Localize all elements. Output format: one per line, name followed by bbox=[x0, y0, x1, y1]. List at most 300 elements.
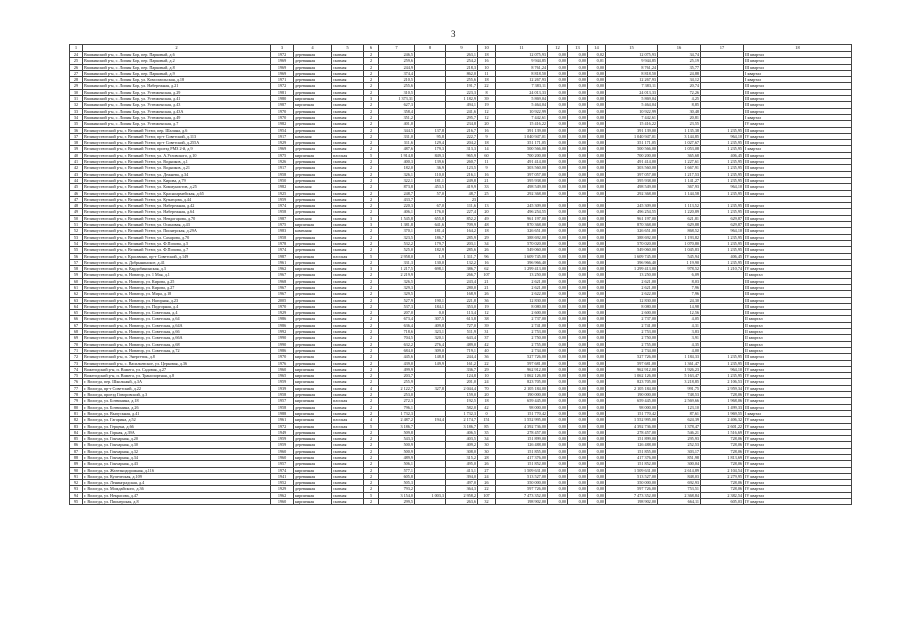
table-cell: III квартал bbox=[744, 83, 852, 89]
table-cell: 397 057,00 bbox=[606, 171, 658, 177]
table-cell: 107 bbox=[478, 492, 496, 498]
table-cell: 1 040 947,01 bbox=[496, 133, 548, 139]
table-cell: 12 bbox=[478, 114, 496, 120]
table-cell: 1959 bbox=[271, 436, 294, 442]
table-cell: 0,00 bbox=[568, 259, 588, 265]
table-cell: III квартал bbox=[744, 140, 852, 146]
table-cell: Вашкинский р-н, с. Липин Бор, пер. Парковый, д.6 bbox=[83, 52, 271, 58]
table-cell: 0,00 bbox=[568, 127, 588, 133]
table-cell: I квартал bbox=[744, 114, 852, 120]
table-cell: 0,00 bbox=[548, 360, 568, 366]
table-cell: 728,06 bbox=[701, 486, 744, 492]
table-cell: 823 705,00 bbox=[606, 379, 658, 385]
table-cell: 21 bbox=[478, 278, 496, 284]
table-cell: скатная bbox=[332, 114, 364, 120]
table-cell: 4 bbox=[364, 385, 379, 391]
table-cell: Вашкинский р-н, с. Липин Бор, пер. Парковый, д.2 bbox=[83, 58, 271, 64]
table-cell: III квартал bbox=[744, 297, 852, 303]
table-cell: 1 235,95 bbox=[701, 203, 744, 209]
table-cell: 0,00 bbox=[568, 480, 588, 486]
table-cell: 2 bbox=[364, 455, 379, 461]
column-number-row bbox=[70, 45, 852, 52]
table-cell: 0,00 bbox=[588, 77, 606, 83]
table-cell: деревянная bbox=[294, 480, 332, 486]
table-cell: 245 309,00 bbox=[606, 203, 658, 209]
table-cell: 0,00 bbox=[548, 83, 568, 89]
table-cell: скатная bbox=[332, 429, 364, 435]
table-cell: 673,4 bbox=[379, 316, 415, 322]
table-cell: 728,06 bbox=[701, 442, 744, 448]
table-cell: 10 922,99 bbox=[496, 108, 548, 114]
table-cell: 11 bbox=[478, 70, 496, 76]
table-cell: 0,00 bbox=[548, 102, 568, 108]
table-cell: 2 382,54 bbox=[701, 492, 744, 498]
table-cell: 0,00 bbox=[568, 347, 588, 353]
table-cell: 2 958,0 bbox=[379, 253, 415, 259]
table-cell: 31 bbox=[478, 329, 496, 335]
table-cell: 2 044,4 bbox=[446, 385, 478, 391]
table-cell: 0,00 bbox=[568, 448, 588, 454]
table-cell: 2 bbox=[364, 58, 379, 64]
table-cell: 126 488,00 bbox=[606, 442, 658, 448]
table-cell: III квартал bbox=[744, 278, 852, 284]
table-cell: 0,00 bbox=[588, 392, 606, 398]
table-cell: 1960 bbox=[271, 366, 294, 372]
table-cell: Великоустюгский р-н, п. Новатор, ул. Советская, д.64 bbox=[83, 316, 271, 322]
table-cell: Великоустюгский р-н, п. Новатор, ул. Советская, д.64А bbox=[83, 322, 271, 328]
table-cell: 0,00 bbox=[588, 121, 606, 127]
table-cell: 0,00 bbox=[548, 234, 568, 240]
table-cell: 9 bbox=[478, 133, 496, 139]
table-cell: Великоустюгский р-н, г. Великий Устюг, ул. Коммунистов, д.25 bbox=[83, 184, 271, 190]
table-cell: 0,00 bbox=[548, 253, 568, 259]
table-cell: 149,9 bbox=[415, 360, 446, 366]
table-cell: кирпичная bbox=[294, 455, 332, 461]
table-cell: скатная bbox=[332, 486, 364, 492]
table-cell: IV квартал bbox=[744, 486, 852, 492]
table-cell: 684,0 bbox=[379, 347, 415, 353]
table-cell: 0,00 bbox=[548, 329, 568, 335]
table-cell: деревянная bbox=[294, 127, 332, 133]
table-cell: 0,00 bbox=[568, 335, 588, 341]
table-cell: плоская bbox=[332, 152, 364, 158]
table-cell: скатная bbox=[332, 284, 364, 290]
table-cell: 1 217,5 bbox=[379, 266, 415, 272]
table-cell: 0,00 bbox=[588, 291, 606, 297]
table-cell: 151 855,00 bbox=[496, 448, 548, 454]
table-cell: 0,00 bbox=[588, 480, 606, 486]
table-cell: Великоустюгский р-н, г. Великий Устюг, ул. Дежнева, д.34 bbox=[83, 171, 271, 177]
table-cell: 964,10 bbox=[701, 184, 744, 190]
table-cell: 1954 bbox=[271, 127, 294, 133]
table-cell: 79 bbox=[70, 398, 83, 404]
table-cell: 3 186,7 bbox=[446, 423, 478, 429]
table-cell: деревянная bbox=[294, 341, 332, 347]
table-cell: 40 bbox=[478, 347, 496, 353]
table-cell: 0,00 bbox=[568, 322, 588, 328]
table-cell: 24 bbox=[478, 473, 496, 479]
table-cell: 0,00 bbox=[588, 284, 606, 290]
table-cell: 0,00 bbox=[588, 486, 606, 492]
column-number: 8 bbox=[415, 45, 446, 52]
table-cell: 2 622,00 bbox=[496, 291, 548, 297]
table-cell: Великоустюгский р-н, г. Великий Устюг, ул. Осиновая, д.43 bbox=[83, 222, 271, 228]
table-cell: 433,7 bbox=[379, 196, 415, 202]
table-cell: 0,00 bbox=[568, 52, 588, 58]
table-cell: 1949 bbox=[271, 429, 294, 435]
table-cell: 278 457,00 bbox=[496, 429, 548, 435]
table-cell: III квартал bbox=[744, 108, 852, 114]
table-cell: 494,1 bbox=[446, 102, 478, 108]
table-cell: 49 bbox=[70, 209, 83, 215]
table-cell: 0,00 bbox=[568, 360, 588, 366]
table-cell: Великоустюгский р-н, г. Великий Устюг, ул. Кирова, д.79 bbox=[83, 177, 271, 183]
table-cell: 8 bbox=[478, 89, 496, 95]
table-cell: Великоустюгский р-н, г. Великий Устюг, ул. Красноармейская, д.65 bbox=[83, 190, 271, 196]
table-cell: 18 bbox=[478, 398, 496, 404]
table-cell: 0,00 bbox=[548, 366, 568, 372]
table-cell: 35 bbox=[478, 429, 496, 435]
table-cell: 727,0 bbox=[446, 322, 478, 328]
table-cell: деревянная bbox=[294, 121, 332, 127]
table-cell: 303 560,00 bbox=[606, 165, 658, 171]
table-cell: 93 bbox=[70, 486, 83, 492]
table-cell: скатная bbox=[332, 52, 364, 58]
table-cell: 0,00 bbox=[548, 152, 568, 158]
table-cell: деревянная bbox=[294, 89, 332, 95]
table-cell: 249,8 bbox=[446, 177, 478, 183]
table-cell: 98 000,00 bbox=[606, 404, 658, 410]
table-cell: III квартал bbox=[744, 259, 852, 265]
table-cell: 299,5 bbox=[379, 499, 415, 505]
table-cell: 0,00 bbox=[568, 77, 588, 83]
table-cell: скатная bbox=[332, 448, 364, 454]
table-cell: 303,17 bbox=[658, 448, 701, 454]
table-cell: I квартал bbox=[744, 70, 852, 76]
table-cell: Великоустюгский р-н, п. Энергетик, д.8 bbox=[83, 354, 271, 360]
table-cell: 32 bbox=[478, 499, 496, 505]
table-cell: скатная bbox=[332, 77, 364, 83]
table-cell: 0,00 bbox=[588, 272, 606, 278]
table-cell: 327,8 bbox=[415, 385, 446, 391]
table-cell: 75 bbox=[70, 373, 83, 379]
table-cell: деревянная bbox=[294, 146, 332, 152]
table-cell: 1 027,67 bbox=[658, 140, 701, 146]
table-cell: 1986 bbox=[271, 347, 294, 353]
table-cell: 1957 bbox=[271, 461, 294, 467]
table-cell: IV квартал bbox=[744, 385, 852, 391]
table-cell: 0,00 bbox=[568, 253, 588, 259]
table-cell: 2 406,32 bbox=[701, 417, 744, 423]
table-cell: 176,0 bbox=[415, 209, 446, 215]
table-cell: 87,61 bbox=[658, 410, 701, 416]
table-cell: III квартал bbox=[744, 203, 852, 209]
table-cell: скатная bbox=[332, 310, 364, 316]
table-cell: 1 235,95 bbox=[701, 127, 744, 133]
table-cell: 18 bbox=[478, 228, 496, 234]
table-cell: 0,00 bbox=[588, 297, 606, 303]
table-cell: г. Вологда, пр-т Советский, д.22 bbox=[83, 385, 271, 391]
table-cell: 0,00 bbox=[568, 436, 588, 442]
table-cell: 326,1 bbox=[379, 171, 415, 177]
table-cell: 1 217,53 bbox=[658, 171, 701, 177]
table-cell: 0,00 bbox=[568, 102, 588, 108]
table-cell: 18 bbox=[478, 140, 496, 146]
table-cell: 201,0 bbox=[446, 379, 478, 385]
table-cell: 0,00 bbox=[588, 184, 606, 190]
table-cell: 1960 bbox=[271, 499, 294, 505]
table-cell: 961 197,00 bbox=[606, 215, 658, 221]
table-cell: 1967 bbox=[271, 291, 294, 297]
table-cell: 1 914,8 bbox=[379, 152, 415, 158]
table-cell: 0,00 bbox=[568, 417, 588, 423]
table-cell: 0,00 bbox=[568, 266, 588, 272]
table-cell: 2 bbox=[364, 473, 379, 479]
table-cell: 395 938,00 bbox=[606, 177, 658, 183]
table-cell: 351,2 bbox=[379, 114, 415, 120]
table-cell: 221,8 bbox=[446, 297, 478, 303]
table-cell: 1990 bbox=[271, 341, 294, 347]
table-cell: 27 bbox=[478, 467, 496, 473]
table-cell: 513 527,00 bbox=[496, 473, 548, 479]
table-cell: скатная bbox=[332, 89, 364, 95]
table-cell: 5 bbox=[364, 423, 379, 429]
table-cell: III квартал bbox=[744, 404, 852, 410]
table-cell: 126 488,00 bbox=[496, 442, 548, 448]
table-cell: 2 bbox=[364, 379, 379, 385]
table-cell: скатная bbox=[332, 366, 364, 372]
table-cell: деревянная bbox=[294, 347, 332, 353]
table-cell: 8 080,00 bbox=[496, 303, 548, 309]
table-cell: 0,00 bbox=[548, 473, 568, 479]
table-cell: 0,00 bbox=[588, 316, 606, 322]
table-cell: 37 bbox=[70, 133, 83, 139]
table-cell: скатная bbox=[332, 247, 364, 253]
table-cell: 1 141,27 bbox=[658, 177, 701, 183]
table-cell: скатная bbox=[332, 360, 364, 366]
table-cell: 23 bbox=[446, 196, 478, 202]
table-cell: 24 bbox=[70, 52, 83, 58]
table-cell: 223,3 bbox=[446, 89, 478, 95]
table-cell: Великоустюгский р-н, г. Великий Устюг, ул. Ф.Попова, д.5 bbox=[83, 240, 271, 246]
table-cell: I квартал bbox=[744, 146, 852, 152]
table-cell: 2 bbox=[364, 133, 379, 139]
table-cell: деревянная bbox=[294, 291, 332, 297]
table-cell: 4,25 bbox=[658, 96, 701, 102]
table-cell: 2 600,00 bbox=[496, 310, 548, 316]
table-cell: 0,00 bbox=[548, 222, 568, 228]
table-cell: 326 651,00 bbox=[496, 228, 548, 234]
column-number: 3 bbox=[271, 45, 294, 52]
table-cell: плоская bbox=[332, 417, 364, 423]
table-cell: 85 bbox=[70, 436, 83, 442]
table-cell: 2 bbox=[364, 436, 379, 442]
table-cell: 2 958,2 bbox=[446, 492, 478, 498]
table-cell: 1992 bbox=[271, 329, 294, 335]
table-cell: 55 bbox=[70, 247, 83, 253]
table-cell: 331,3 bbox=[379, 259, 415, 265]
table-cell: 0,00 bbox=[588, 366, 606, 372]
table-cell: скатная bbox=[332, 335, 364, 341]
table-cell: 81 bbox=[70, 410, 83, 416]
table-cell: 130,0 bbox=[415, 259, 446, 265]
table-cell: деревянная bbox=[294, 177, 332, 183]
table-cell: 222,7 bbox=[446, 133, 478, 139]
table-cell: 1 969,55 bbox=[701, 410, 744, 416]
table-cell: 0,00 bbox=[548, 64, 568, 70]
table-cell: 394,0 bbox=[446, 473, 478, 479]
table-cell: Великоустюгский р-н, г. Великий Устюг, пр-т Советский, д.255А bbox=[83, 140, 271, 146]
table-cell: 151 852,00 bbox=[496, 461, 548, 467]
table-cell: 0,00 bbox=[548, 52, 568, 58]
table-cell: г. Вологда, проезд Говоровский, д.3 bbox=[83, 392, 271, 398]
table-cell: кирпичная bbox=[294, 410, 332, 416]
table-cell: 1 235,95 bbox=[701, 354, 744, 360]
table-cell: 489,9 bbox=[379, 455, 415, 461]
table-cell: 570 020,00 bbox=[606, 240, 658, 246]
table-cell: 500,9 bbox=[379, 448, 415, 454]
table-cell: III квартал bbox=[744, 96, 852, 102]
table-cell: 1970 bbox=[271, 303, 294, 309]
table-cell: плоская bbox=[332, 398, 364, 404]
column-number: 12 bbox=[548, 45, 568, 52]
table-cell: 0,00 bbox=[588, 70, 606, 76]
table-cell: скатная bbox=[332, 234, 364, 240]
table-cell: 20,81 bbox=[658, 114, 701, 120]
table-cell: 70 bbox=[70, 341, 83, 347]
table-cell: деревянная bbox=[294, 171, 332, 177]
table-cell: 5 bbox=[364, 253, 379, 259]
table-cell: 85 bbox=[478, 423, 496, 429]
table-cell: 0,00 bbox=[548, 429, 568, 435]
column-number: 18 bbox=[744, 45, 852, 52]
table-cell: 25,19 bbox=[658, 58, 701, 64]
table-cell: деревянная bbox=[294, 329, 332, 335]
table-cell: 3 154,0 bbox=[379, 492, 415, 498]
table-cell: Великоустюгский р-н, с. Васильевское, ул. Церковая, д.36 bbox=[83, 360, 271, 366]
table-cell: 2 105 184,00 bbox=[496, 385, 548, 391]
table-cell: 2 bbox=[364, 247, 379, 253]
table-cell: 186,7 bbox=[415, 234, 446, 240]
table-cell: 34 bbox=[70, 114, 83, 120]
table-cell: деревянная bbox=[294, 436, 332, 442]
table-cell: 624,39 bbox=[658, 417, 701, 423]
table-cell: 255,6 bbox=[446, 77, 478, 83]
table-cell: 255,6 bbox=[379, 83, 415, 89]
table-cell: III квартал bbox=[744, 354, 852, 360]
table-cell: 406,45 bbox=[701, 253, 744, 259]
table-cell: 12 075,93 bbox=[496, 52, 548, 58]
column-number: 7 bbox=[379, 45, 415, 52]
table-cell: 629,87 bbox=[701, 222, 744, 228]
table-cell: 2 bbox=[364, 228, 379, 234]
table-cell: скатная bbox=[332, 379, 364, 385]
table-cell: 1971 bbox=[271, 77, 294, 83]
table-cell: 1969 bbox=[271, 70, 294, 76]
table-cell: 1970 bbox=[271, 108, 294, 114]
table-cell: 0,00 bbox=[568, 222, 588, 228]
table-cell: Великоустюгский р-н, г. Великий Устюг, ул. Ф.Попова, д.7 bbox=[83, 247, 271, 253]
table-cell: 965,9 bbox=[446, 152, 478, 158]
table-cell: 0,00 bbox=[568, 455, 588, 461]
table-cell: 63 bbox=[70, 297, 83, 303]
table-cell: скатная bbox=[332, 140, 364, 146]
table-cell: 39 bbox=[478, 322, 496, 328]
table-cell: 57 bbox=[70, 259, 83, 265]
register-table bbox=[69, 44, 852, 505]
table-cell: 73 bbox=[70, 360, 83, 366]
table-cell: 2 741,00 bbox=[606, 322, 658, 328]
table-cell: 0,00 bbox=[568, 442, 588, 448]
table-cell: 1952 bbox=[271, 480, 294, 486]
table-cell: скатная bbox=[332, 341, 364, 347]
table-cell: IV квартал bbox=[744, 398, 852, 404]
table-cell: 2 bbox=[364, 429, 379, 435]
table-cell: г. Вологда, ул. Гончарная, д.20 bbox=[83, 436, 271, 442]
table-cell: Вашкинский р-н, с. Липин Бор, ул. Устюженская, д.43А bbox=[83, 108, 271, 114]
table-cell: 2 bbox=[364, 272, 379, 278]
table-cell: III квартал bbox=[744, 284, 852, 290]
table-cell: 2 104,54 bbox=[701, 467, 744, 473]
table-cell: 164,2 bbox=[446, 228, 478, 234]
table-cell: скатная bbox=[332, 171, 364, 177]
table-cell: 582,0 bbox=[446, 404, 478, 410]
table-cell: 1917 bbox=[271, 133, 294, 139]
table-cell: 0,00 bbox=[588, 373, 606, 379]
table-cell: скатная bbox=[332, 102, 364, 108]
table-cell: 309,0 bbox=[415, 347, 446, 353]
table-cell: 445,6 bbox=[379, 354, 415, 360]
table-cell: 0,00 bbox=[588, 215, 606, 221]
table-cell: Великоустюгский р-н, г. Великий Устюг, пр-т Советский, д.113 bbox=[83, 133, 271, 139]
column-number: 1 bbox=[70, 45, 83, 52]
table-cell: 110,0 bbox=[415, 171, 446, 177]
table-cell: 0,00 bbox=[588, 146, 606, 152]
table-cell: II квартал bbox=[744, 272, 852, 278]
table-cell: 48 bbox=[70, 203, 83, 209]
table-cell: 1987 bbox=[271, 253, 294, 259]
table-cell: 0,00 bbox=[568, 385, 588, 391]
table-cell: 0,00 bbox=[588, 140, 606, 146]
table-cell: 243,4 bbox=[446, 278, 478, 284]
table-cell: 19 bbox=[478, 102, 496, 108]
table-cell: 511,9 bbox=[446, 329, 478, 335]
table-cell: 2 bbox=[364, 102, 379, 108]
table-cell: 0,00 bbox=[588, 429, 606, 435]
table-cell: 0,00 bbox=[548, 58, 568, 64]
column-number: 11 bbox=[496, 45, 548, 52]
table-cell: 1 070,80 bbox=[658, 240, 701, 246]
table-cell: 1 220,89 bbox=[658, 209, 701, 215]
table-cell: 48 bbox=[478, 222, 496, 228]
table-cell: 505,3 bbox=[379, 480, 415, 486]
table-cell: 0,00 bbox=[588, 266, 606, 272]
table-cell: 0,00 bbox=[568, 392, 588, 398]
table-cell: 12 830,00 bbox=[496, 297, 548, 303]
table-cell: 0,00 bbox=[548, 347, 568, 353]
table-cell: 0,00 bbox=[548, 209, 568, 215]
table-cell: 0,00 bbox=[588, 335, 606, 341]
table-cell: 0,00 bbox=[568, 58, 588, 64]
table-cell: 303 560,00 bbox=[496, 165, 548, 171]
table-cell: 7 383,11 bbox=[606, 83, 658, 89]
table-cell: 0,00 bbox=[548, 89, 568, 95]
table-cell: 1961 bbox=[271, 417, 294, 423]
table-cell: 0,00 bbox=[548, 297, 568, 303]
table-cell: 21 bbox=[478, 284, 496, 290]
table-cell: 29 bbox=[478, 366, 496, 372]
table-cell: 1 361,47 bbox=[658, 360, 701, 366]
